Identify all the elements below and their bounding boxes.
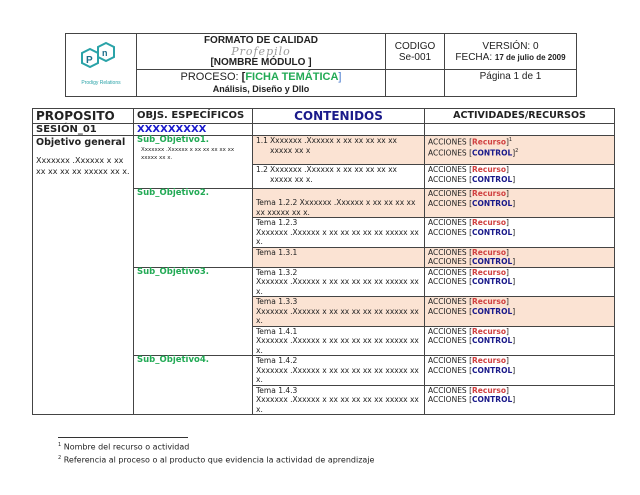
logo-icon: [76, 41, 126, 75]
proceso-value: FICHA TEMÁTICA: [245, 71, 339, 83]
fecha-value: 17 de julio de 2009: [494, 52, 566, 62]
content-text: Xxxxxxx .Xxxxxx x xx xx xx xx xx xxxxx xx x: [270, 136, 397, 155]
sub-objetivo-1: Sub_Objetivo1.: [137, 135, 209, 145]
footnote-2: $^2$ Referencia al proceso o al producto que evidencia la actividad de aprendizaje: [58, 454, 375, 465]
actividad-cell: ACCIONES [Recurso] ACCIONES [CONTROL]: [425, 247, 615, 267]
session-code: XXXXXXXXX: [134, 124, 253, 136]
purpose-text: Xxxxxxx .Xxxxxx x xx xx xx xx xx xxxxx xx x.: [36, 156, 130, 176]
logo: [66, 34, 137, 97]
content-cell: Tema 1.4.2 Xxxxxxx .Xxxxxx x xx xx xx xx xx xxxxx xx x.: [253, 356, 425, 386]
session: SESIÓN_01: [33, 124, 134, 136]
actividad-cell: ACCIONES [Recurso] ACCIONES [CONTROL]: [425, 297, 615, 327]
content-text: Xxxxxxx .Xxxxxx x xx xx xx xx xx xxxxx xx x.: [270, 165, 397, 184]
sub-objetivo-3: Sub_Objetivo3.: [137, 266, 209, 277]
col-objs: OBJS. ESPECÍFICOS: [134, 109, 253, 124]
actividad-cell: ACCIONES [Recurso] ACCIONES [CONTROL]: [425, 267, 615, 297]
proceso-label: PROCESO:: [180, 71, 239, 83]
content-cell: Tema 1.3.1: [253, 247, 425, 267]
content-number: 1.2: [256, 165, 268, 174]
content-table: [32, 108, 615, 415]
actividad-cell: ACCIONES [Recurso] ACCIONES [CONTROL]: [425, 218, 615, 248]
brand: Profepilo: [231, 45, 291, 58]
actividad-cell: ACCIONES [Recurso] ACCIONES [CONTROL]: [425, 385, 615, 415]
purpose-title: Objetivo general: [36, 137, 126, 148]
col-contenidos: CONTENIDOS: [253, 109, 425, 124]
svg-text:n: n: [102, 48, 108, 58]
header-table: [65, 33, 577, 97]
content-cell: Tema 1.3.3 Xxxxxxx .Xxxxxx x xx xx xx xx xx xxxxx xx x.: [253, 297, 425, 327]
footnote-1: $^1$ Nombre del recurso o actividad: [58, 442, 190, 452]
fecha-label: FECHA:: [455, 51, 493, 63]
footnotes: [58, 437, 374, 465]
sub-objetivo-2: Sub_Objetivo2.: [137, 188, 209, 198]
actividad-cell: ACCIONES [Recurso] ACCIONES [CONTROL]: [425, 326, 615, 356]
content-cell: Tema 1.4.1 Xxxxxxx .Xxxxxx x xx xx xx xx xx xxxxx xx x.: [253, 326, 425, 356]
actividad-cell: ACCIONES [Recurso]$^1$ ACCIONES [CONTROL]$^2$: [425, 136, 615, 165]
col-proposito: PROPOSITO: [33, 109, 134, 124]
content-number: 1.1: [256, 136, 268, 145]
content-cell: Tema 1.3.2 Xxxxxxx .Xxxxxx x xx xx xx xx xx xxxxx xx x.: [253, 267, 425, 297]
sub-objetivo-4: Sub_Objetivo4.: [137, 355, 209, 365]
version: VERSIÓN: 0: [482, 40, 539, 52]
doc-title: FORMATO DE CALIDAD: [203, 35, 319, 46]
logo-text: Prodigy Relations: [81, 80, 121, 86]
actividad-cell: ACCIONES [Recurso] ACCIONES [CONTROL]: [425, 165, 615, 189]
footnote-divider: [58, 437, 188, 438]
content-cell: Tema 1.2.3 Xxxxxxx .Xxxxxx x xx xx xx xx xx xxxxx xx x.: [253, 218, 425, 248]
module-name: [NOMBRE MÓDULO ]: [210, 57, 312, 68]
codigo-label: CODIGO: [394, 40, 436, 52]
pagina: Página 1 de 1: [445, 70, 577, 97]
actividad-cell: ACCIONES [Recurso] ACCIONES [CONTROL]: [425, 356, 615, 386]
content-cell: Tema 1.2.2 Xxxxxxx .Xxxxxx x xx xx xx xx xx xxxxx xx x.: [253, 189, 425, 218]
col-actividades: ACTIVIDADES/RECURSOS: [425, 109, 615, 124]
bracket: [: [241, 71, 246, 83]
content-cell: Tema 1.4.3 Xxxxxxx .Xxxxxx x xx xx xx xx xx xxxxx xx x.: [253, 385, 425, 415]
bracket: ]: [338, 71, 342, 83]
codigo-value: Se-001: [398, 51, 432, 63]
subtitle: Análisis, Diseño y Dllo: [212, 84, 310, 94]
sub-objetivo-1-text: Xxxxxxx .Xxxxxx x xx xx xx xx xx xxxxx xx x.: [141, 146, 235, 161]
svg-text:P: P: [86, 55, 93, 66]
actividad-cell: ACCIONES [Recurso] ACCIONES [CONTROL]: [425, 189, 615, 218]
